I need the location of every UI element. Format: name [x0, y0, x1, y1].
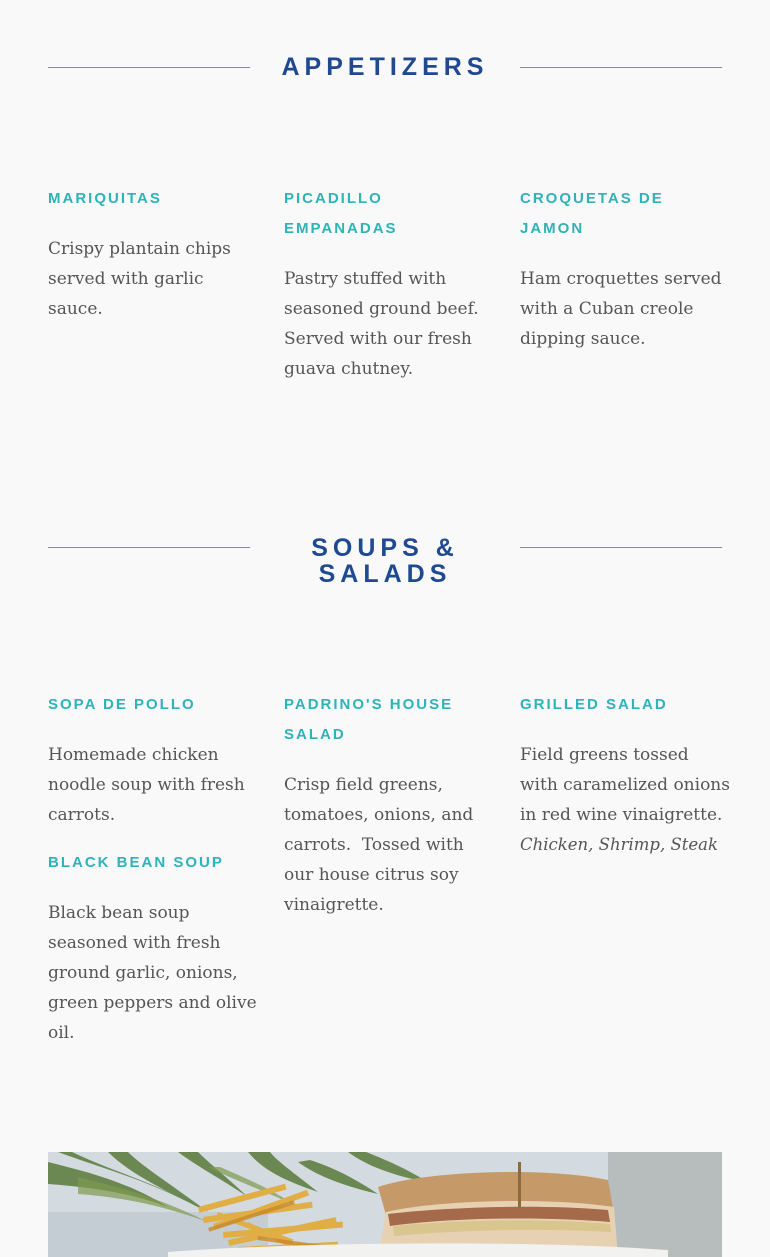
- item-name: SOPA DE POLLO: [48, 696, 196, 713]
- header-rule-left: [48, 67, 250, 68]
- item-description: Pastry stuffed with seasoned ground beef. Served with our fresh guava chutney.: [284, 269, 490, 379]
- item-name: PICADILLO EMPANADAS: [284, 190, 398, 237]
- food-photo: [48, 1152, 722, 1257]
- item-description: Ham croquettes served with a Cuban creole dipping sauce.: [520, 269, 727, 349]
- menu-item-picadillo-empanadas: [284, 184, 494, 384]
- item-name: BLACK BEAN SOUP: [48, 854, 224, 871]
- section-title-appetizers: APPETIZERS: [281, 53, 489, 81]
- menu-item-mariquitas: [48, 184, 258, 324]
- header-rule-right: [520, 547, 722, 548]
- item-name: MARIQUITAS: [48, 190, 162, 207]
- section-title-soups-salads: SOUPS & SALADS: [311, 534, 459, 588]
- item-description: Homemade chicken noodle soup with fresh carrots.: [48, 745, 251, 825]
- sandwich-fries-photo-icon: [48, 1152, 722, 1257]
- header-rule-left: [48, 547, 250, 548]
- item-description: Crispy plantain chips served with garlic sauce.: [48, 239, 237, 319]
- item-protein-options: Chicken, Shrimp, Steak: [520, 835, 718, 854]
- menu-item-black-bean-soup: [48, 848, 263, 1048]
- item-name: GRILLED SALAD: [520, 696, 668, 713]
- menu-item-sopa-de-pollo: [48, 690, 258, 830]
- menu-item-grilled-salad: [520, 690, 740, 860]
- menu-item-croquetas-de-jamon: [520, 184, 730, 354]
- header-rule-right: [520, 67, 722, 68]
- item-description: Field greens tossed with caramelized onions in red wine vinaigrette.: [520, 745, 736, 825]
- item-name: PADRINO'S HOUSE SALAD: [284, 696, 454, 743]
- item-description: Crisp field greens, tomatoes, onions, and carrots. Tossed with our house citrus soy vinaigrette.: [284, 775, 479, 915]
- item-name: CROQUETAS DE JAMON: [520, 190, 664, 237]
- menu-item-padrinos-house-salad: [284, 690, 494, 920]
- item-description: Black bean soup seasoned with fresh ground garlic, onions, green peppers and olive oil.: [48, 903, 263, 1043]
